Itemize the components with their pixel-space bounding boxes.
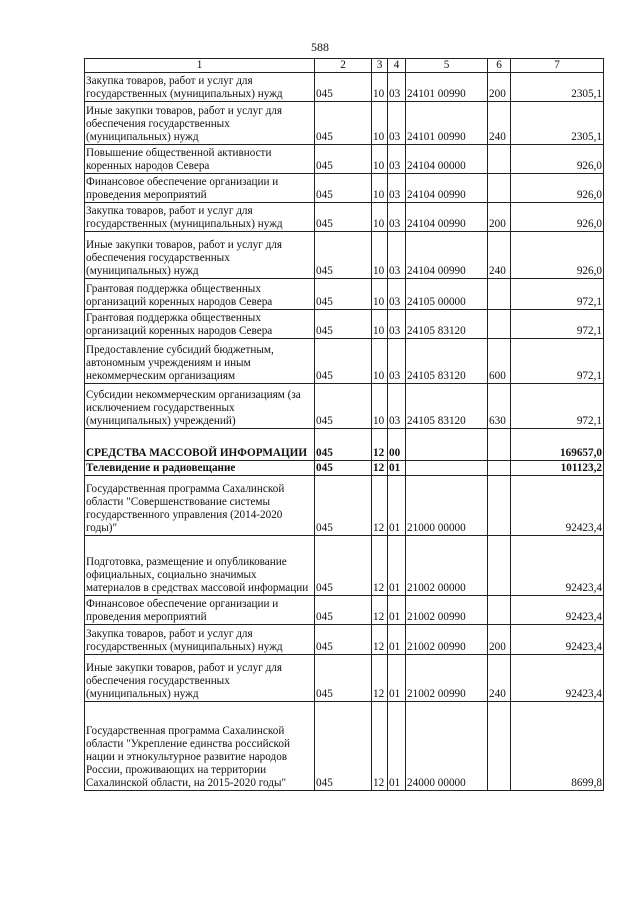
amount-cell: 92423,4 [511, 625, 604, 655]
target-article-cell: 24105 83120 [406, 384, 488, 429]
section-cell: 10 [372, 102, 388, 145]
section-cell: 12 [372, 702, 388, 791]
table-row [85, 461, 604, 476]
expense-type-cell [488, 476, 511, 536]
table-row [85, 203, 604, 232]
item-name-cell: Телевидение и радиовещание [85, 461, 315, 476]
item-name-cell: Субсидии некоммерческим организациям (за исключением государственных (муниципальных) учреждений) [85, 384, 315, 429]
amount-cell: 8699,8 [511, 702, 604, 791]
item-name-cell: Предоставление субсидий бюджетным, автономным учреждениям и иным некоммерческим организациям [85, 339, 315, 384]
table-row [85, 384, 604, 429]
section-cell: 10 [372, 384, 388, 429]
target-article-cell [406, 429, 488, 461]
amount-cell: 2305,1 [511, 102, 604, 145]
ministry-code-cell: 045 [315, 476, 372, 536]
table-body [85, 73, 604, 791]
item-name-cell: Иные закупки товаров, работ и услуг для обеспечения государственных (муниципальных) нужд [85, 232, 315, 279]
subsection-cell: 01 [388, 655, 406, 702]
section-cell: 10 [372, 232, 388, 279]
section-cell: 10 [372, 145, 388, 174]
expense-type-cell: 200 [488, 73, 511, 102]
section-cell: 10 [372, 73, 388, 102]
ministry-code-cell: 045 [315, 536, 372, 596]
subsection-cell: 03 [388, 279, 406, 310]
table-row [85, 73, 604, 102]
subsection-cell: 03 [388, 145, 406, 174]
ministry-code-cell: 045 [315, 702, 372, 791]
ministry-code-cell: 045 [315, 145, 372, 174]
section-cell: 12 [372, 625, 388, 655]
subsection-cell: 03 [388, 174, 406, 203]
subsection-cell: 03 [388, 232, 406, 279]
item-name-cell: Государственная программа Сахалинской области "Совершенствование системы государственного управления (2014-2020 годы)" [85, 476, 315, 536]
ministry-code-cell: 045 [315, 232, 372, 279]
table-row [85, 102, 604, 145]
item-name-cell: Государственная программа Сахалинской области "Укрепление единства российской нации и этнокультурное развитие народов России, проживающих на территории Сахалинской области, на 2015-2020 годы" [85, 702, 315, 791]
table-row [85, 429, 604, 461]
item-name-cell: Финансовое обеспечение организации и проведения мероприятий [85, 596, 315, 625]
amount-cell: 2305,1 [511, 73, 604, 102]
table-row [85, 596, 604, 625]
header-col-2: 2 [315, 59, 372, 73]
target-article-cell [406, 461, 488, 476]
amount-cell: 92423,4 [511, 536, 604, 596]
expense-type-cell [488, 279, 511, 310]
subsection-cell: 03 [388, 310, 406, 339]
amount-cell: 92423,4 [511, 655, 604, 702]
table-row [85, 279, 604, 310]
section-cell: 10 [372, 339, 388, 384]
expense-type-cell [488, 145, 511, 174]
target-article-cell: 24105 00000 [406, 279, 488, 310]
subsection-cell: 01 [388, 476, 406, 536]
expense-type-cell: 200 [488, 625, 511, 655]
amount-cell: 926,0 [511, 232, 604, 279]
table-row [85, 655, 604, 702]
section-cell: 12 [372, 596, 388, 625]
item-name-cell: Иные закупки товаров, работ и услуг для обеспечения государственных (муниципальных) нужд [85, 102, 315, 145]
amount-cell: 169657,0 [511, 429, 604, 461]
subsection-cell: 03 [388, 102, 406, 145]
target-article-cell: 24105 83120 [406, 310, 488, 339]
target-article-cell: 24105 83120 [406, 339, 488, 384]
target-article-cell: 21002 00990 [406, 655, 488, 702]
expense-type-cell: 600 [488, 339, 511, 384]
header-row [85, 59, 604, 73]
item-name-cell: Закупка товаров, работ и услуг для государственных (муниципальных) нужд [85, 73, 315, 102]
item-name-cell: Грантовая поддержка общественных организаций коренных народов Севера [85, 279, 315, 310]
table-row [85, 476, 604, 536]
subsection-cell: 03 [388, 203, 406, 232]
ministry-code-cell: 045 [315, 655, 372, 702]
expense-type-cell [488, 596, 511, 625]
target-article-cell: 21000 00000 [406, 476, 488, 536]
expense-type-cell [488, 461, 511, 476]
amount-cell: 972,1 [511, 339, 604, 384]
subsection-cell: 03 [388, 339, 406, 384]
subsection-cell: 03 [388, 73, 406, 102]
expense-type-cell: 240 [488, 102, 511, 145]
amount-cell: 926,0 [511, 203, 604, 232]
amount-cell: 926,0 [511, 174, 604, 203]
expense-type-cell [488, 174, 511, 203]
table-row [85, 625, 604, 655]
expense-type-cell [488, 310, 511, 339]
header-col-6: 6 [488, 59, 511, 73]
amount-cell: 101123,2 [511, 461, 604, 476]
table-row [85, 536, 604, 596]
expense-type-cell [488, 429, 511, 461]
item-name-cell: Закупка товаров, работ и услуг для государственных (муниципальных) нужд [85, 203, 315, 232]
section-cell: 10 [372, 310, 388, 339]
ministry-code-cell: 045 [315, 461, 372, 476]
target-article-cell: 24104 00990 [406, 232, 488, 279]
ministry-code-cell: 045 [315, 174, 372, 203]
ministry-code-cell: 045 [315, 596, 372, 625]
table-row [85, 174, 604, 203]
section-cell: 12 [372, 536, 388, 596]
ministry-code-cell: 045 [315, 279, 372, 310]
item-name-cell: Повышение общественной активности коренных народов Севера [85, 145, 315, 174]
table-row [85, 310, 604, 339]
expense-type-cell: 240 [488, 655, 511, 702]
amount-cell: 972,1 [511, 279, 604, 310]
expense-type-cell [488, 536, 511, 596]
section-cell: 10 [372, 279, 388, 310]
header-col-7: 7 [511, 59, 604, 73]
header-col-5: 5 [406, 59, 488, 73]
ministry-code-cell: 045 [315, 339, 372, 384]
subsection-cell: 03 [388, 384, 406, 429]
ministry-code-cell: 045 [315, 310, 372, 339]
ministry-code-cell: 045 [315, 429, 372, 461]
expense-type-cell: 630 [488, 384, 511, 429]
target-article-cell: 24101 00990 [406, 102, 488, 145]
target-article-cell: 24104 00000 [406, 145, 488, 174]
section-cell: 12 [372, 655, 388, 702]
target-article-cell: 21002 00000 [406, 536, 488, 596]
section-cell: 10 [372, 174, 388, 203]
subsection-cell: 01 [388, 536, 406, 596]
amount-cell: 972,1 [511, 384, 604, 429]
amount-cell: 926,0 [511, 145, 604, 174]
target-article-cell: 24104 00990 [406, 174, 488, 203]
section-cell: 10 [372, 203, 388, 232]
item-name-cell: Закупка товаров, работ и услуг для государственных (муниципальных) нужд [85, 625, 315, 655]
target-article-cell: 24000 00000 [406, 702, 488, 791]
expense-type-cell: 240 [488, 232, 511, 279]
ministry-code-cell: 045 [315, 102, 372, 145]
target-article-cell: 21002 00990 [406, 596, 488, 625]
ministry-code-cell: 045 [315, 73, 372, 102]
expense-type-cell [488, 702, 511, 791]
ministry-code-cell: 045 [315, 625, 372, 655]
header-col-3: 3 [372, 59, 388, 73]
table-row [85, 232, 604, 279]
subsection-cell: 01 [388, 596, 406, 625]
section-cell: 12 [372, 476, 388, 536]
amount-cell: 92423,4 [511, 476, 604, 536]
target-article-cell: 24104 00990 [406, 203, 488, 232]
table-header [85, 59, 604, 73]
target-article-cell: 21002 00990 [406, 625, 488, 655]
table-row [85, 339, 604, 384]
item-name-cell: СРЕДСТВА МАССОВОЙ ИНФОРМАЦИИ [85, 429, 315, 461]
ministry-code-cell: 045 [315, 203, 372, 232]
item-name-cell: Грантовая поддержка общественных организаций коренных народов Севера [85, 310, 315, 339]
section-cell: 12 [372, 461, 388, 476]
amount-cell: 92423,4 [511, 596, 604, 625]
amount-cell: 972,1 [511, 310, 604, 339]
ministry-code-cell: 045 [315, 384, 372, 429]
item-name-cell: Подготовка, размещение и опубликование официальных, социально значимых материалов в средствах массовой информации [85, 536, 315, 596]
header-col-1: 1 [85, 59, 315, 73]
subsection-cell: 01 [388, 702, 406, 791]
subsection-cell: 01 [388, 625, 406, 655]
table-row [85, 145, 604, 174]
section-cell: 12 [372, 429, 388, 461]
page-number: 588 [311, 40, 329, 54]
target-article-cell: 24101 00990 [406, 73, 488, 102]
budget-table [84, 58, 604, 791]
subsection-cell: 00 [388, 429, 406, 461]
expense-type-cell: 200 [488, 203, 511, 232]
header-col-4: 4 [388, 59, 406, 73]
item-name-cell: Иные закупки товаров, работ и услуг для обеспечения государственных (муниципальных) нужд [85, 655, 315, 702]
table-row [85, 702, 604, 791]
item-name-cell: Финансовое обеспечение организации и проведения мероприятий [85, 174, 315, 203]
subsection-cell: 01 [388, 461, 406, 476]
